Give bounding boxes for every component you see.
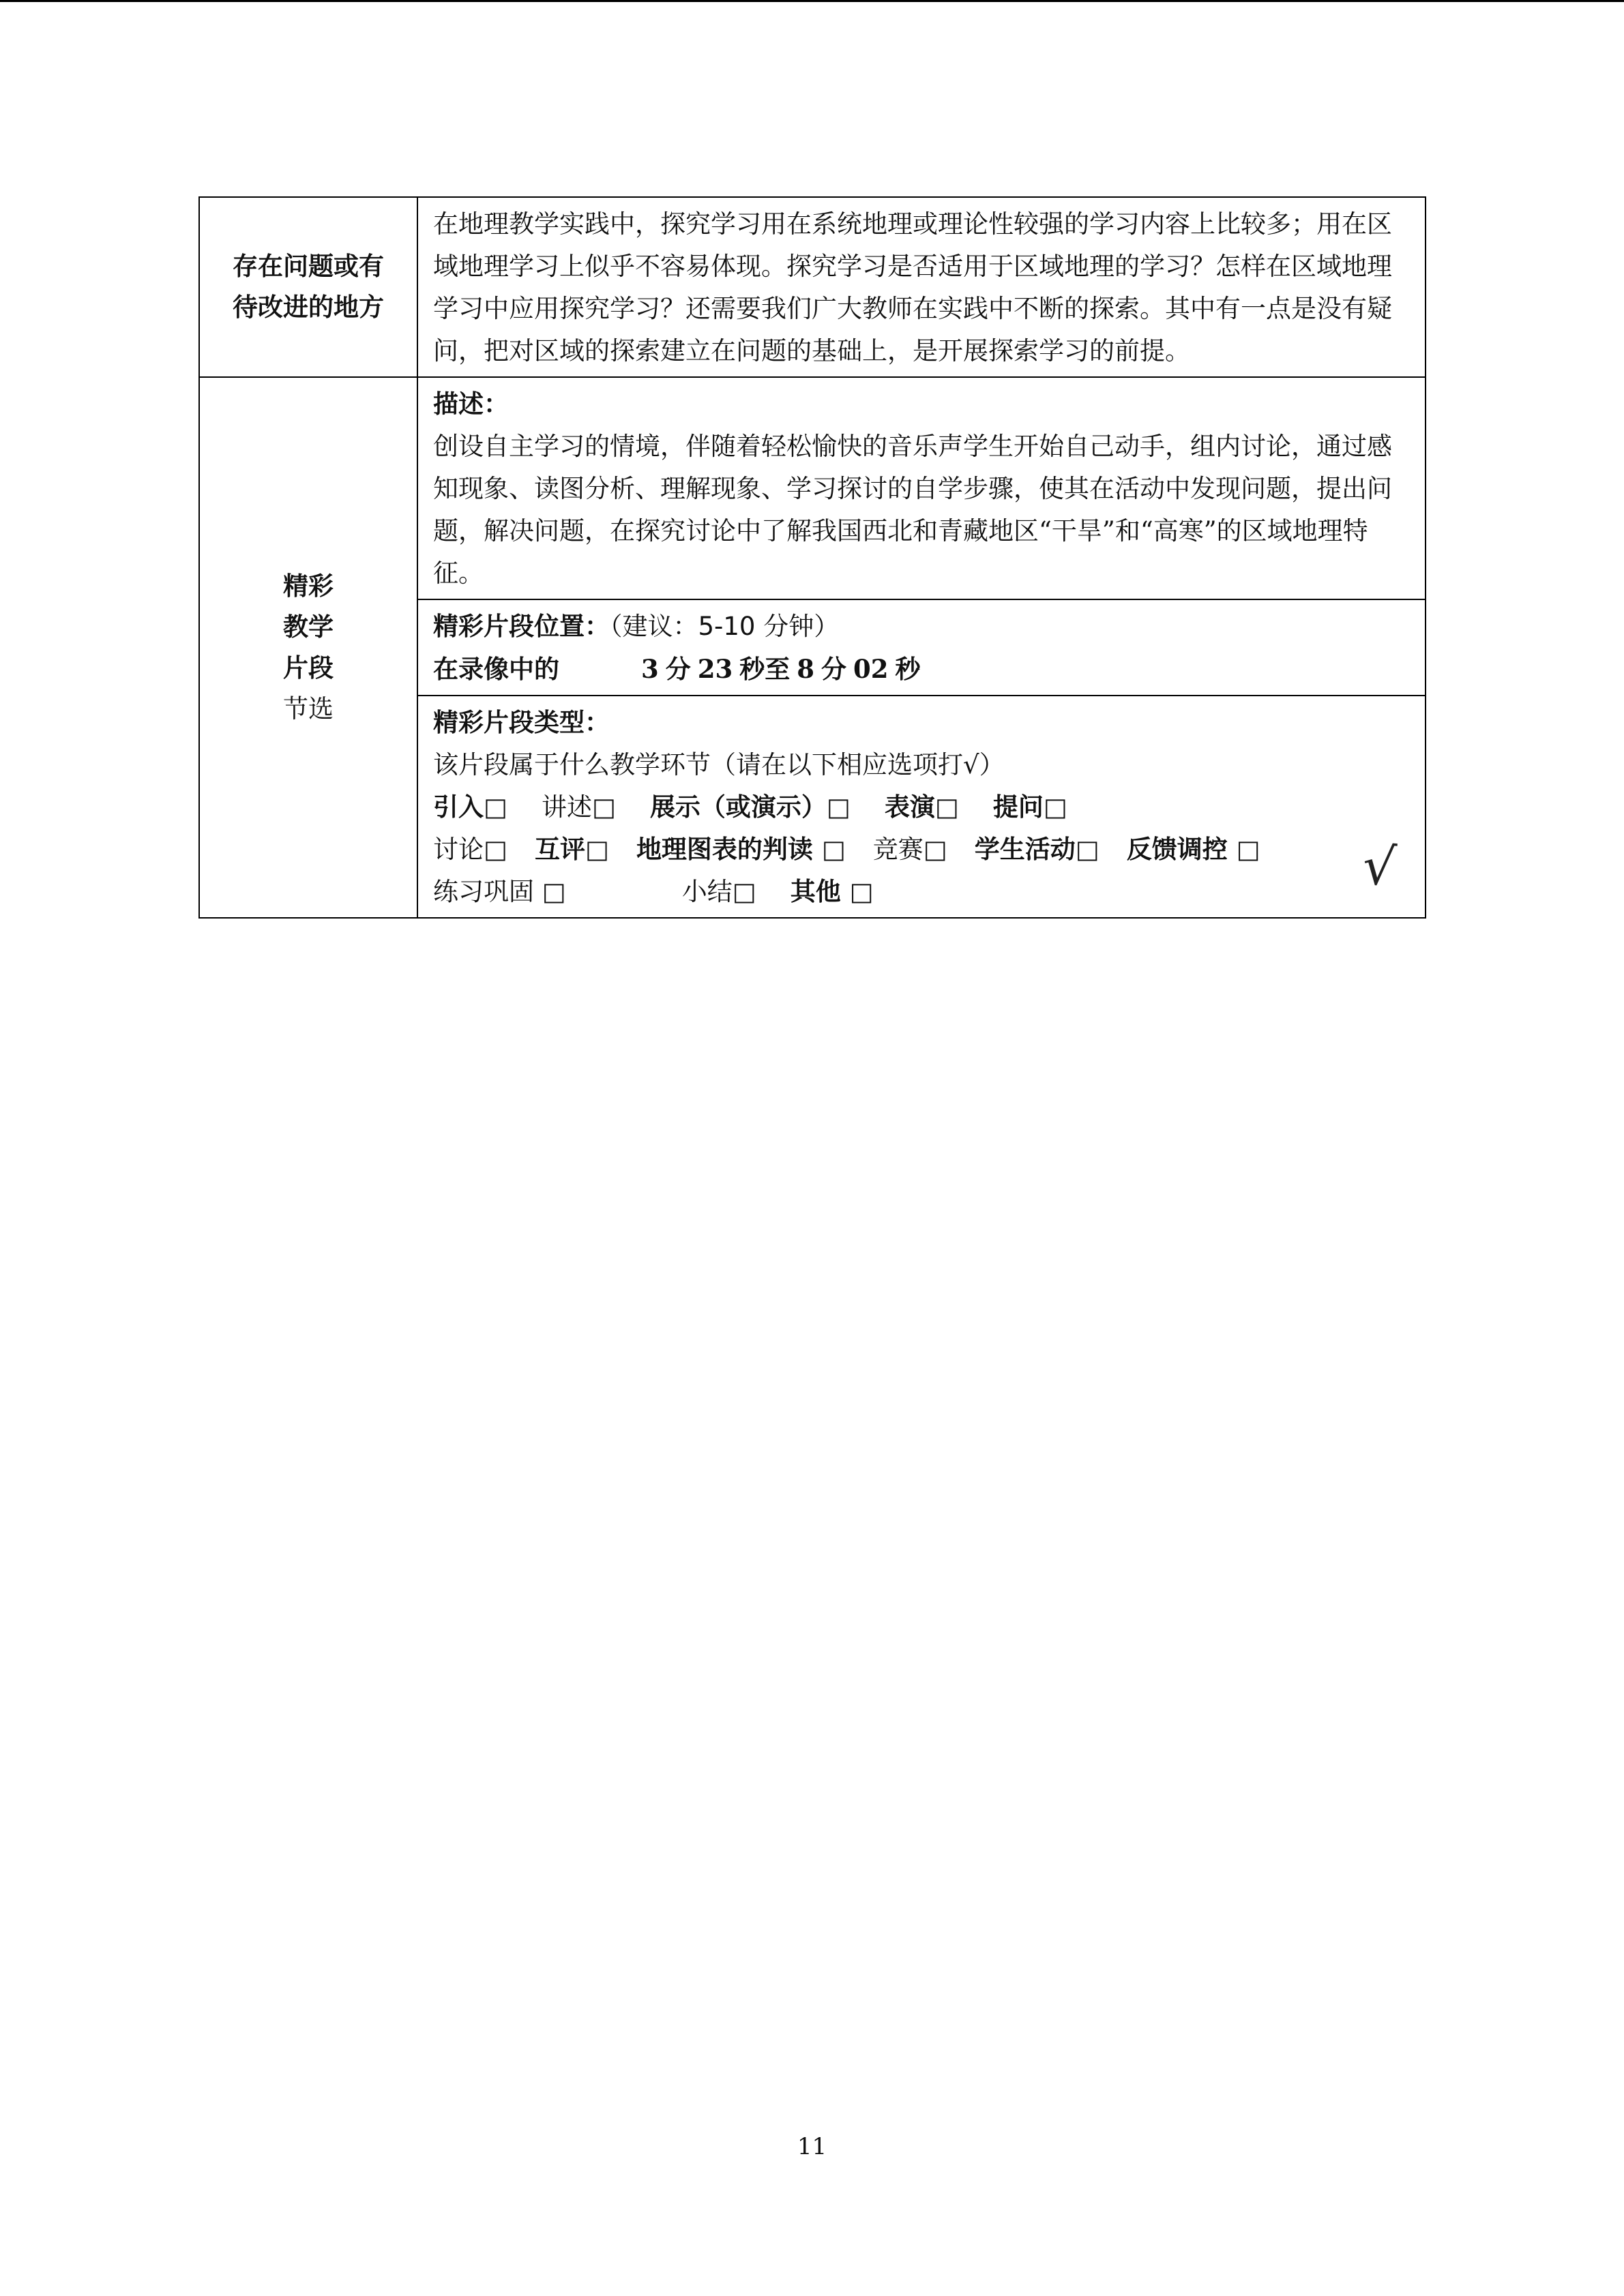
- options-row-1: [433, 786, 1410, 829]
- type-question: 该片段属于什么教学环节（请在以下相应选项打√）: [433, 750, 1005, 779]
- option-discussion[interactable]: 讨论□: [433, 835, 507, 864]
- position-heading: 精彩片段位置：: [433, 612, 610, 641]
- option-summary[interactable]: 小结□: [681, 877, 756, 906]
- description-cell: [417, 377, 1426, 599]
- minute-unit-1: 分: [665, 655, 691, 684]
- option-student-activity[interactable]: 学生活动□: [974, 835, 1099, 864]
- option-lecture[interactable]: 讲述□: [541, 792, 616, 822]
- option-chart-reading[interactable]: 地理图表的判读 □: [636, 835, 846, 864]
- start-second: 23: [697, 654, 733, 684]
- option-practice[interactable]: 练习巩固 □: [433, 877, 566, 906]
- handwritten-check-mark: √: [1360, 835, 1398, 898]
- position-cell: [417, 599, 1426, 696]
- highlight-label-line-3: 片段: [283, 653, 334, 683]
- options-row-2: [433, 829, 1410, 871]
- position-hint: （建议：5-10 分钟）: [610, 612, 840, 641]
- position-time-line: [433, 648, 1410, 691]
- highlight-label-cell: [199, 377, 417, 918]
- highlight-label-line-2: 教学: [283, 612, 334, 642]
- minute-unit-2: 分: [821, 655, 846, 684]
- description-heading: 描述：: [433, 389, 509, 419]
- type-cell: [417, 696, 1426, 918]
- second-unit-1: 秒至: [739, 655, 791, 684]
- issues-label-cell: [199, 197, 417, 377]
- option-other[interactable]: 其他 □: [790, 877, 874, 906]
- second-unit-2: 秒: [895, 655, 921, 684]
- option-intro[interactable]: 引入□: [433, 792, 507, 822]
- end-second: 02: [853, 654, 889, 684]
- page-number: 11: [797, 2133, 827, 2160]
- options-row-3: [433, 871, 1410, 913]
- option-feedback-control[interactable]: 反馈调控 □: [1126, 835, 1260, 864]
- highlight-label-line-4: 节选: [283, 694, 334, 724]
- option-demonstration[interactable]: 展示（或演示）□: [649, 792, 851, 822]
- description-text: 创设自主学习的情境，伴随着轻松愉快的音乐声学生开始自己动手，组内讨论，通过感知现象、读图分析、理解现象、学习探讨的自学步骤，使其在活动中发现问题，提出问题，解决问题，在探究讨论中了解我国西北和青藏地区“干旱”和“高寒”的区域地理特征。: [433, 432, 1392, 588]
- start-minute: 3: [641, 654, 659, 684]
- lesson-evaluation-table: [198, 196, 1426, 919]
- type-heading: 精彩片段类型：: [433, 708, 610, 737]
- option-peer-review[interactable]: 互评□: [534, 835, 609, 864]
- option-competition[interactable]: 竞赛□: [872, 835, 947, 864]
- issues-label-line-1: 存在问题或有: [233, 252, 384, 281]
- highlight-label-line-1: 精彩: [283, 571, 334, 601]
- position-prefix: 在录像中的: [433, 655, 559, 684]
- highlight-description-row: [199, 377, 1426, 599]
- issues-content-cell: [417, 197, 1426, 377]
- top-border-line: [0, 0, 1624, 2]
- option-questioning[interactable]: 提问□: [992, 792, 1067, 822]
- option-performance[interactable]: 表演□: [884, 792, 959, 822]
- end-minute: 8: [797, 654, 814, 684]
- issues-label-line-2: 待改进的地方: [233, 293, 384, 322]
- issues-text: 在地理教学实践中，探究学习用在系统地理或理论性较强的学习内容上比较多；用在区域地理学习上似乎不容易体现。探究学习是否适用于区域地理的学习？怎样在区域地理学习中应用探究学习？还需要我们广大教师在实践中不断的探索。其中有一点是没有疑问，把对区域的探索建立在问题的基础上，是开展探索学习的前提。: [433, 209, 1392, 366]
- issues-row: [199, 197, 1426, 377]
